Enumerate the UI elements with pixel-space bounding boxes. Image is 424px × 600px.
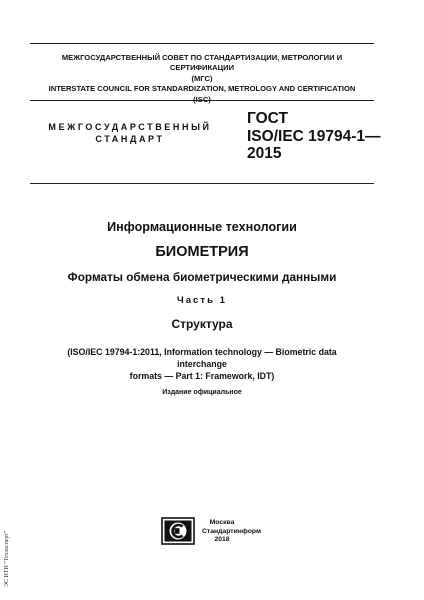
standard-code-prefix: ГОСТ xyxy=(247,110,288,127)
council-ru: МЕЖГОСУДАРСТВЕННЫЙ СОВЕТ ПО СТАНДАРТИЗАЦИИ, МЕТРОЛОГИИ И СЕРТИФИКАЦИИ xyxy=(61,53,343,73)
original-ref-line2: formats — Part 1: Framework, IDT) xyxy=(129,371,275,381)
publisher-year: 2018 xyxy=(214,536,230,543)
publisher-name: Стандартинформ xyxy=(202,527,261,535)
title-subtitle: Структура xyxy=(171,317,233,331)
council-ru-abbr: (МГС) xyxy=(191,73,213,83)
publisher-block xyxy=(202,519,261,545)
standard-kind xyxy=(40,121,220,145)
title-part: Часть 1 xyxy=(176,295,227,306)
top-rule xyxy=(30,43,374,44)
title-line3: Форматы обмена биометрическими данными xyxy=(67,270,337,284)
standard-kind-line2: СТАНДАРТ xyxy=(95,134,165,144)
council-en: INTERSTATE COUNCIL FOR STANDARDIZATION, METROLOGY AND CERTIFICATION xyxy=(48,84,356,94)
side-note: ЭС ИТИ "Техэксперт" xyxy=(4,530,10,587)
council-block xyxy=(30,53,374,105)
standard-kind-line1: МЕЖГОСУДАРСТВЕННЫЙ xyxy=(48,122,212,132)
council-en-abbr: (ISC) xyxy=(193,94,211,104)
council-rule xyxy=(30,100,374,101)
publisher-city: Москва xyxy=(209,519,235,526)
standard-code-number: ISO/IEC 19794-1— xyxy=(247,127,381,145)
title-line2: БИОМЕТРИЯ xyxy=(155,244,249,260)
original-ref-line1: (ISO/IEC 19794-1:2011, Information technology — Biometric data interchange xyxy=(67,347,337,369)
edition-label: Издание официальное xyxy=(162,389,242,396)
standard-code-year: 2015 xyxy=(247,145,282,162)
title-line1: Информационные технологии xyxy=(107,220,297,234)
standard-code xyxy=(247,110,397,163)
title-rule xyxy=(30,183,374,184)
standartinform-logo-icon xyxy=(161,517,195,545)
original-standard-ref xyxy=(62,346,342,382)
